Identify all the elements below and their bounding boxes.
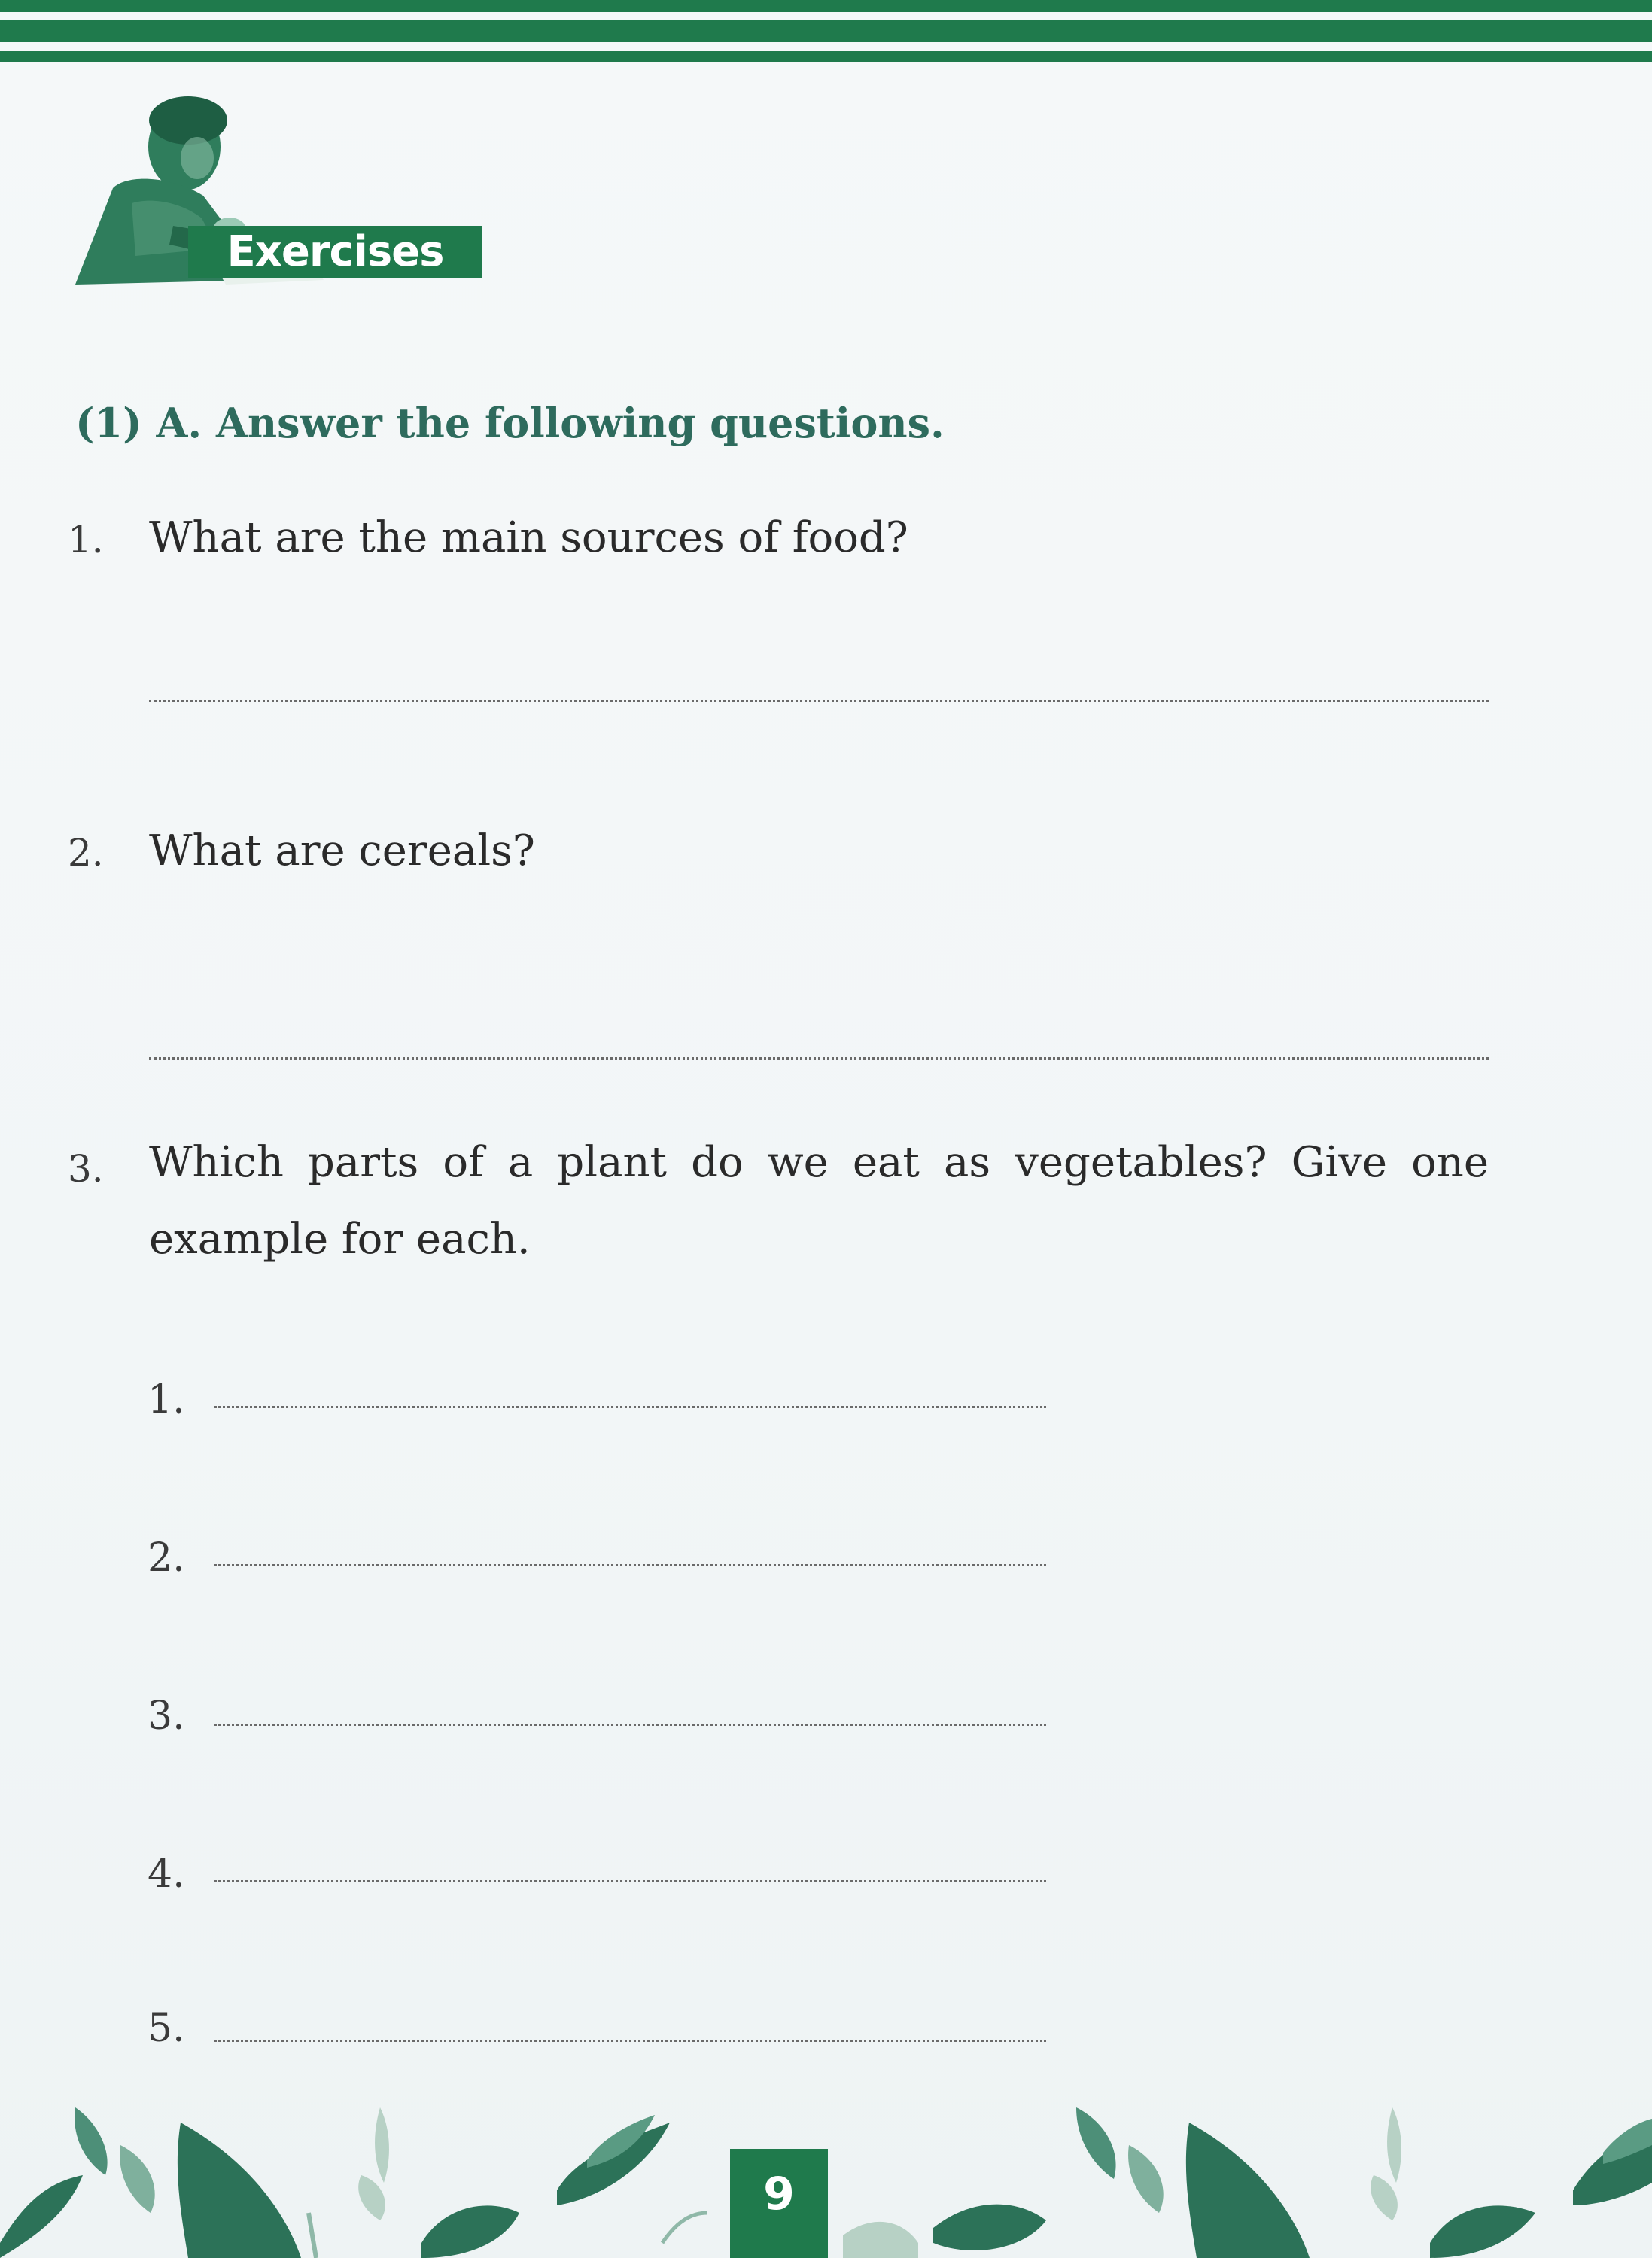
- answer-line-2[interactable]: [149, 1057, 1489, 1060]
- sub-answer-line-4[interactable]: [214, 1880, 1046, 1882]
- section-heading: (1) A. Answer the following questions.: [75, 399, 945, 447]
- sub-answer-number: 2.: [148, 1535, 185, 1581]
- sub-answer-number: 5.: [148, 2006, 185, 2051]
- question-1-text: What are the main sources of food?: [149, 513, 908, 562]
- sub-answer-line-2[interactable]: [214, 1564, 1046, 1566]
- sub-answer-line-5[interactable]: [214, 2040, 1046, 2042]
- question-1-number: 1.: [68, 518, 104, 561]
- answer-line-1[interactable]: [149, 700, 1489, 702]
- question-3-text-line-1: Which parts of a plant do we eat as vegetables? Give one: [149, 1138, 1489, 1187]
- sub-answer-line-1[interactable]: [214, 1406, 1046, 1408]
- sub-answer-line-3[interactable]: [214, 1724, 1046, 1726]
- question-2-number: 2.: [68, 831, 104, 875]
- page-number: 9: [730, 2149, 828, 2258]
- sub-answer-number: 3.: [148, 1694, 185, 1739]
- exercises-badge: [0, 0, 1652, 301]
- sub-answer-number: 4.: [148, 1852, 185, 1897]
- question-2-text: What are cereals?: [149, 826, 535, 875]
- sub-answer-number: 1.: [148, 1377, 185, 1423]
- question-3-number: 3.: [68, 1147, 104, 1191]
- question-3-text-line-2: example for each.: [149, 1215, 531, 1264]
- exercises-label: Exercises: [188, 226, 482, 278]
